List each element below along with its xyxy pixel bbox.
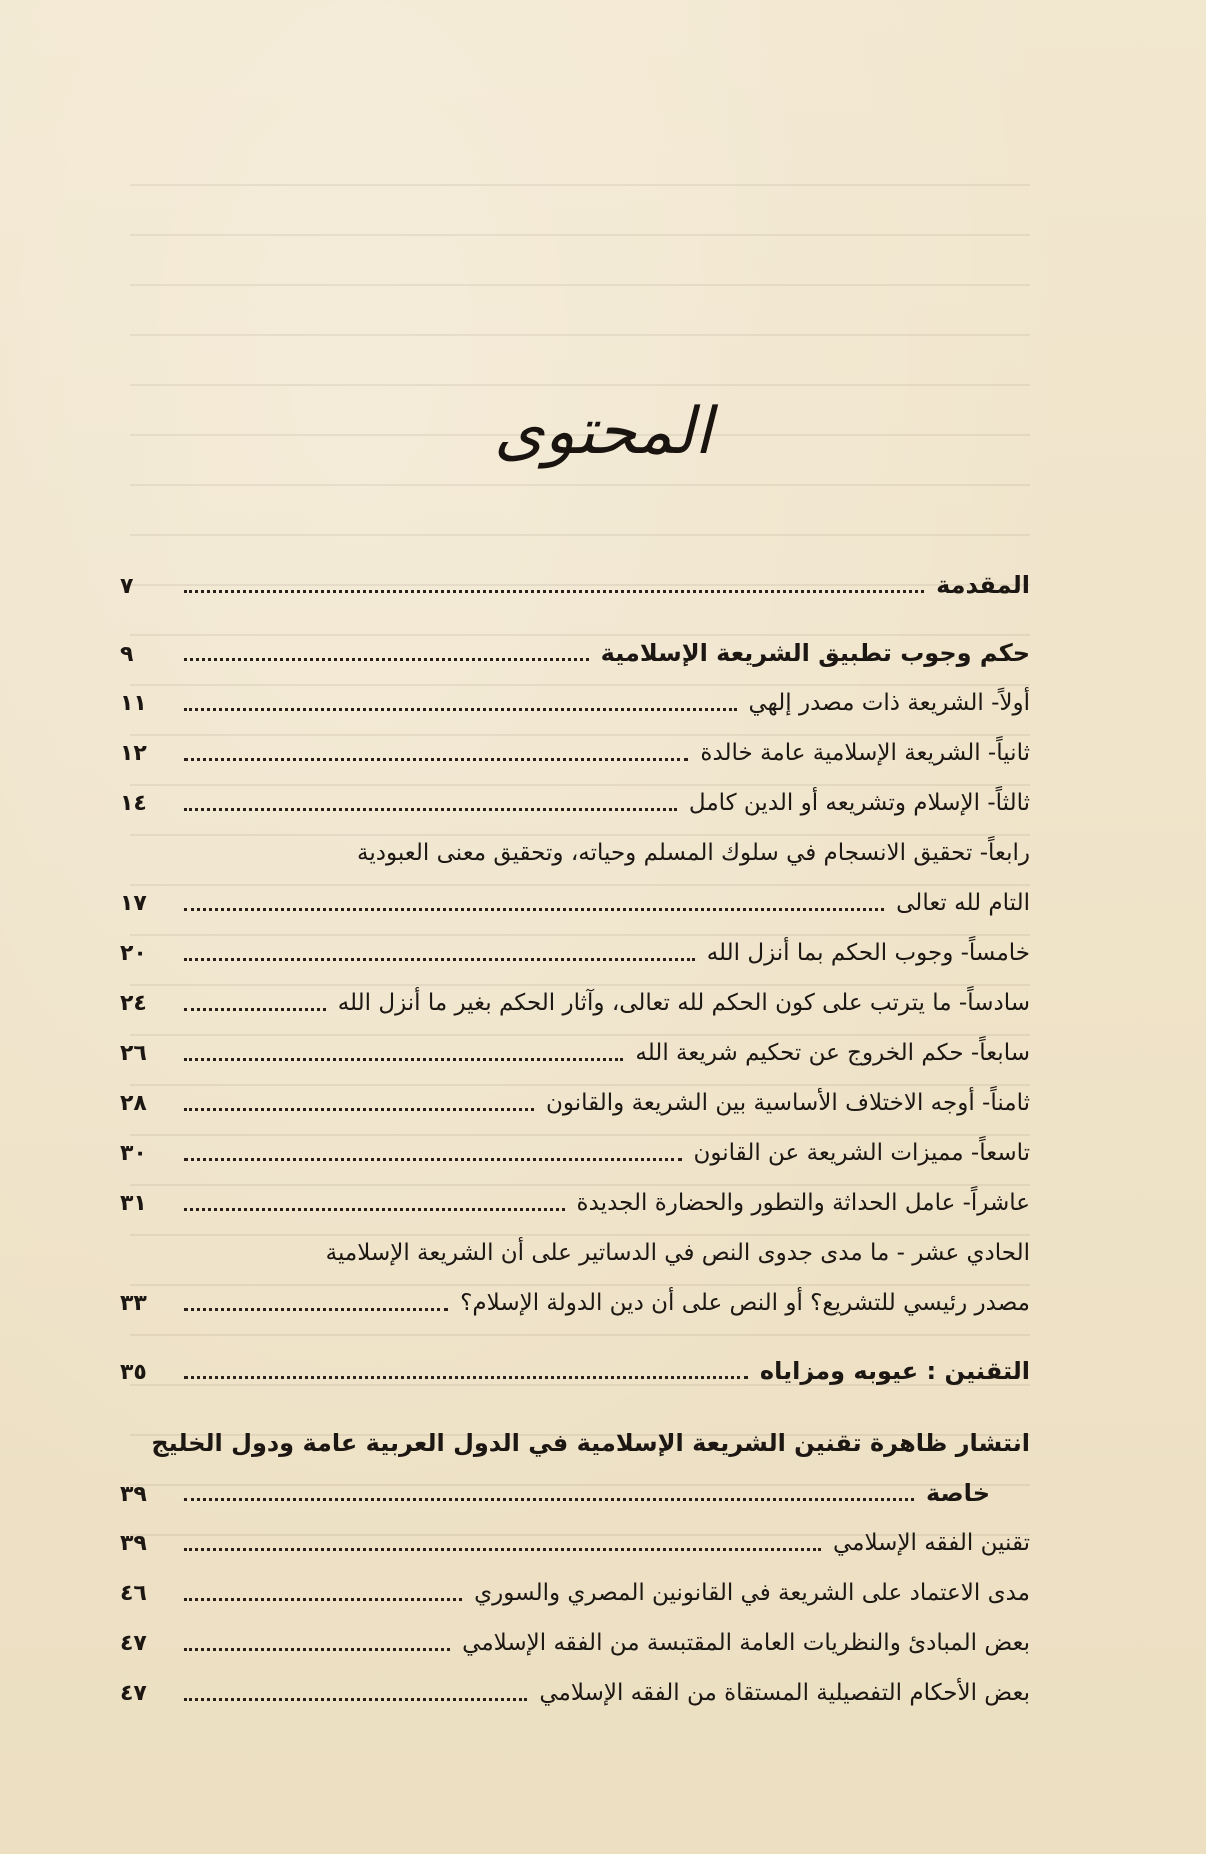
toc-entry: [120, 1618, 1030, 1668]
leader-dots: [184, 1308, 448, 1311]
toc-entry-label: ثانياً- الشريعة الإسلامية عامة خالدة: [700, 740, 1030, 766]
leader-dots: [184, 1498, 914, 1501]
toc-entry: [120, 1346, 1030, 1396]
toc-page-number: ٩: [120, 642, 134, 667]
toc-page-number: ٧: [120, 574, 134, 599]
toc-entry: [120, 1178, 1030, 1228]
page-title: المحتوى: [493, 395, 713, 469]
toc-entry: [120, 1668, 1030, 1718]
toc-page-number: ٤٧: [120, 1681, 147, 1706]
toc-entry-label: ثالثاً- الإسلام وتشريعه أو الدين كامل: [688, 790, 1030, 816]
toc-entry-label: خاصة: [925, 1479, 990, 1507]
toc-page-number: ٣٣: [120, 1291, 147, 1316]
leader-dots: [184, 958, 695, 961]
toc-entry: [120, 778, 1030, 828]
table-of-contents: [120, 560, 1030, 1718]
leader-dots: [184, 908, 884, 911]
toc-entry: [120, 1568, 1030, 1618]
leader-dots: [184, 1648, 450, 1651]
toc-entry: [120, 1028, 1030, 1078]
toc-page-number: ٣٩: [120, 1531, 147, 1556]
toc-entry: [120, 928, 1030, 978]
leader-dots: [184, 1698, 527, 1701]
toc-entry-label: مصدر رئيسي للتشريع؟ أو النص على أن دين الدولة الإسلام؟: [460, 1290, 1030, 1316]
toc-entry-label: عاشراً- عامل الحداثة والتطور والحضارة الجديدة: [576, 1190, 1030, 1216]
toc-page-number: ٢٦: [120, 1041, 147, 1066]
leader-dots: [184, 658, 589, 661]
toc-entry-first-line: رابعاً- تحقيق الانسجام في سلوك المسلم وحياته، وتحقيق معنى العبودية: [356, 840, 1030, 866]
toc-page-number: ٤٧: [120, 1631, 147, 1656]
leader-dots: [184, 590, 924, 593]
leader-dots: [184, 1008, 326, 1011]
toc-entry-label: بعض الأحكام التفصيلية المستقاة من الفقه الإسلامي: [539, 1680, 1030, 1706]
toc-entry-label: ثامناً- أوجه الاختلاف الأساسية بين الشريعة والقانون: [545, 1090, 1030, 1116]
toc-entry: [120, 1518, 1030, 1568]
toc-page-number: ٢٤: [120, 991, 147, 1016]
toc-entry-first-line: انتشار ظاهرة تقنين الشريعة الإسلامية في الدول العربية عامة ودول الخليج: [151, 1429, 1030, 1457]
toc-page-number: ٢٠: [120, 941, 147, 966]
leader-dots: [184, 1108, 534, 1111]
toc-entry: [120, 1468, 1030, 1518]
leader-dots: [184, 1158, 682, 1161]
leader-dots: [184, 1376, 748, 1379]
toc-entry-label: التقنين : عيوبه ومزاياه: [759, 1357, 1030, 1385]
toc-entry-label: بعض المبادئ والنظريات العامة المقتبسة من الفقه الإسلامي: [462, 1630, 1030, 1656]
toc-page-number: ١٢: [120, 741, 147, 766]
toc-entry: [120, 1128, 1030, 1178]
toc-page-number: ٢٨: [120, 1091, 147, 1116]
toc-entry-label: مدى الاعتماد على الشريعة في القانونين المصري والسوري: [474, 1580, 1030, 1606]
toc-page-number: ٤٦: [120, 1581, 147, 1606]
toc-page-number: ٣١: [120, 1191, 147, 1216]
toc-entry: [120, 628, 1030, 678]
toc-entry-first-line: الحادي عشر - ما مدى جدوى النص في الدساتير على أن الشريعة الإسلامية: [325, 1240, 1030, 1266]
leader-dots: [184, 1058, 623, 1061]
toc-page-number: ١٤: [120, 791, 147, 816]
toc-entry: [120, 1278, 1030, 1328]
toc-entry: [120, 678, 1030, 728]
toc-entry: [120, 728, 1030, 778]
leader-dots: [184, 708, 737, 711]
toc-entry-label: حكم وجوب تطبيق الشريعة الإسلامية: [600, 639, 1030, 667]
leader-dots: [184, 1598, 462, 1601]
leader-dots: [184, 808, 677, 811]
toc-entry-label: سادساً- ما يترتب على كون الحكم لله تعالى، وآثار الحكم بغير ما أنزل الله: [337, 990, 1030, 1016]
toc-entry: [120, 978, 1030, 1028]
toc-entry-label: تقنين الفقه الإسلامي: [832, 1530, 1030, 1556]
toc-page-number: ٣٠: [120, 1141, 147, 1166]
toc-entry: [120, 878, 1030, 928]
toc-entry-label: التام لله تعالى: [896, 890, 1030, 916]
leader-dots: [184, 758, 688, 761]
toc-page-number: ١١: [120, 691, 147, 716]
toc-entry: [120, 560, 1030, 610]
toc-entry-label: سابعاً- حكم الخروج عن تحكيم شريعة الله: [635, 1040, 1030, 1066]
leader-dots: [184, 1208, 565, 1211]
toc-page-number: ٣٩: [120, 1482, 147, 1507]
toc-page-number: ٣٥: [120, 1360, 147, 1385]
toc-entry-label: خامساً- وجوب الحكم بما أنزل الله: [706, 940, 1030, 966]
toc-entry-label: أولاً- الشريعة ذات مصدر إلهي: [748, 690, 1030, 716]
leader-dots: [184, 1548, 821, 1551]
toc-entry-label: تاسعاً- مميزات الشريعة عن القانون: [693, 1140, 1030, 1166]
toc-entry: [120, 1078, 1030, 1128]
toc-entry-label: المقدمة: [936, 571, 1030, 599]
toc-page-number: ١٧: [120, 891, 147, 916]
